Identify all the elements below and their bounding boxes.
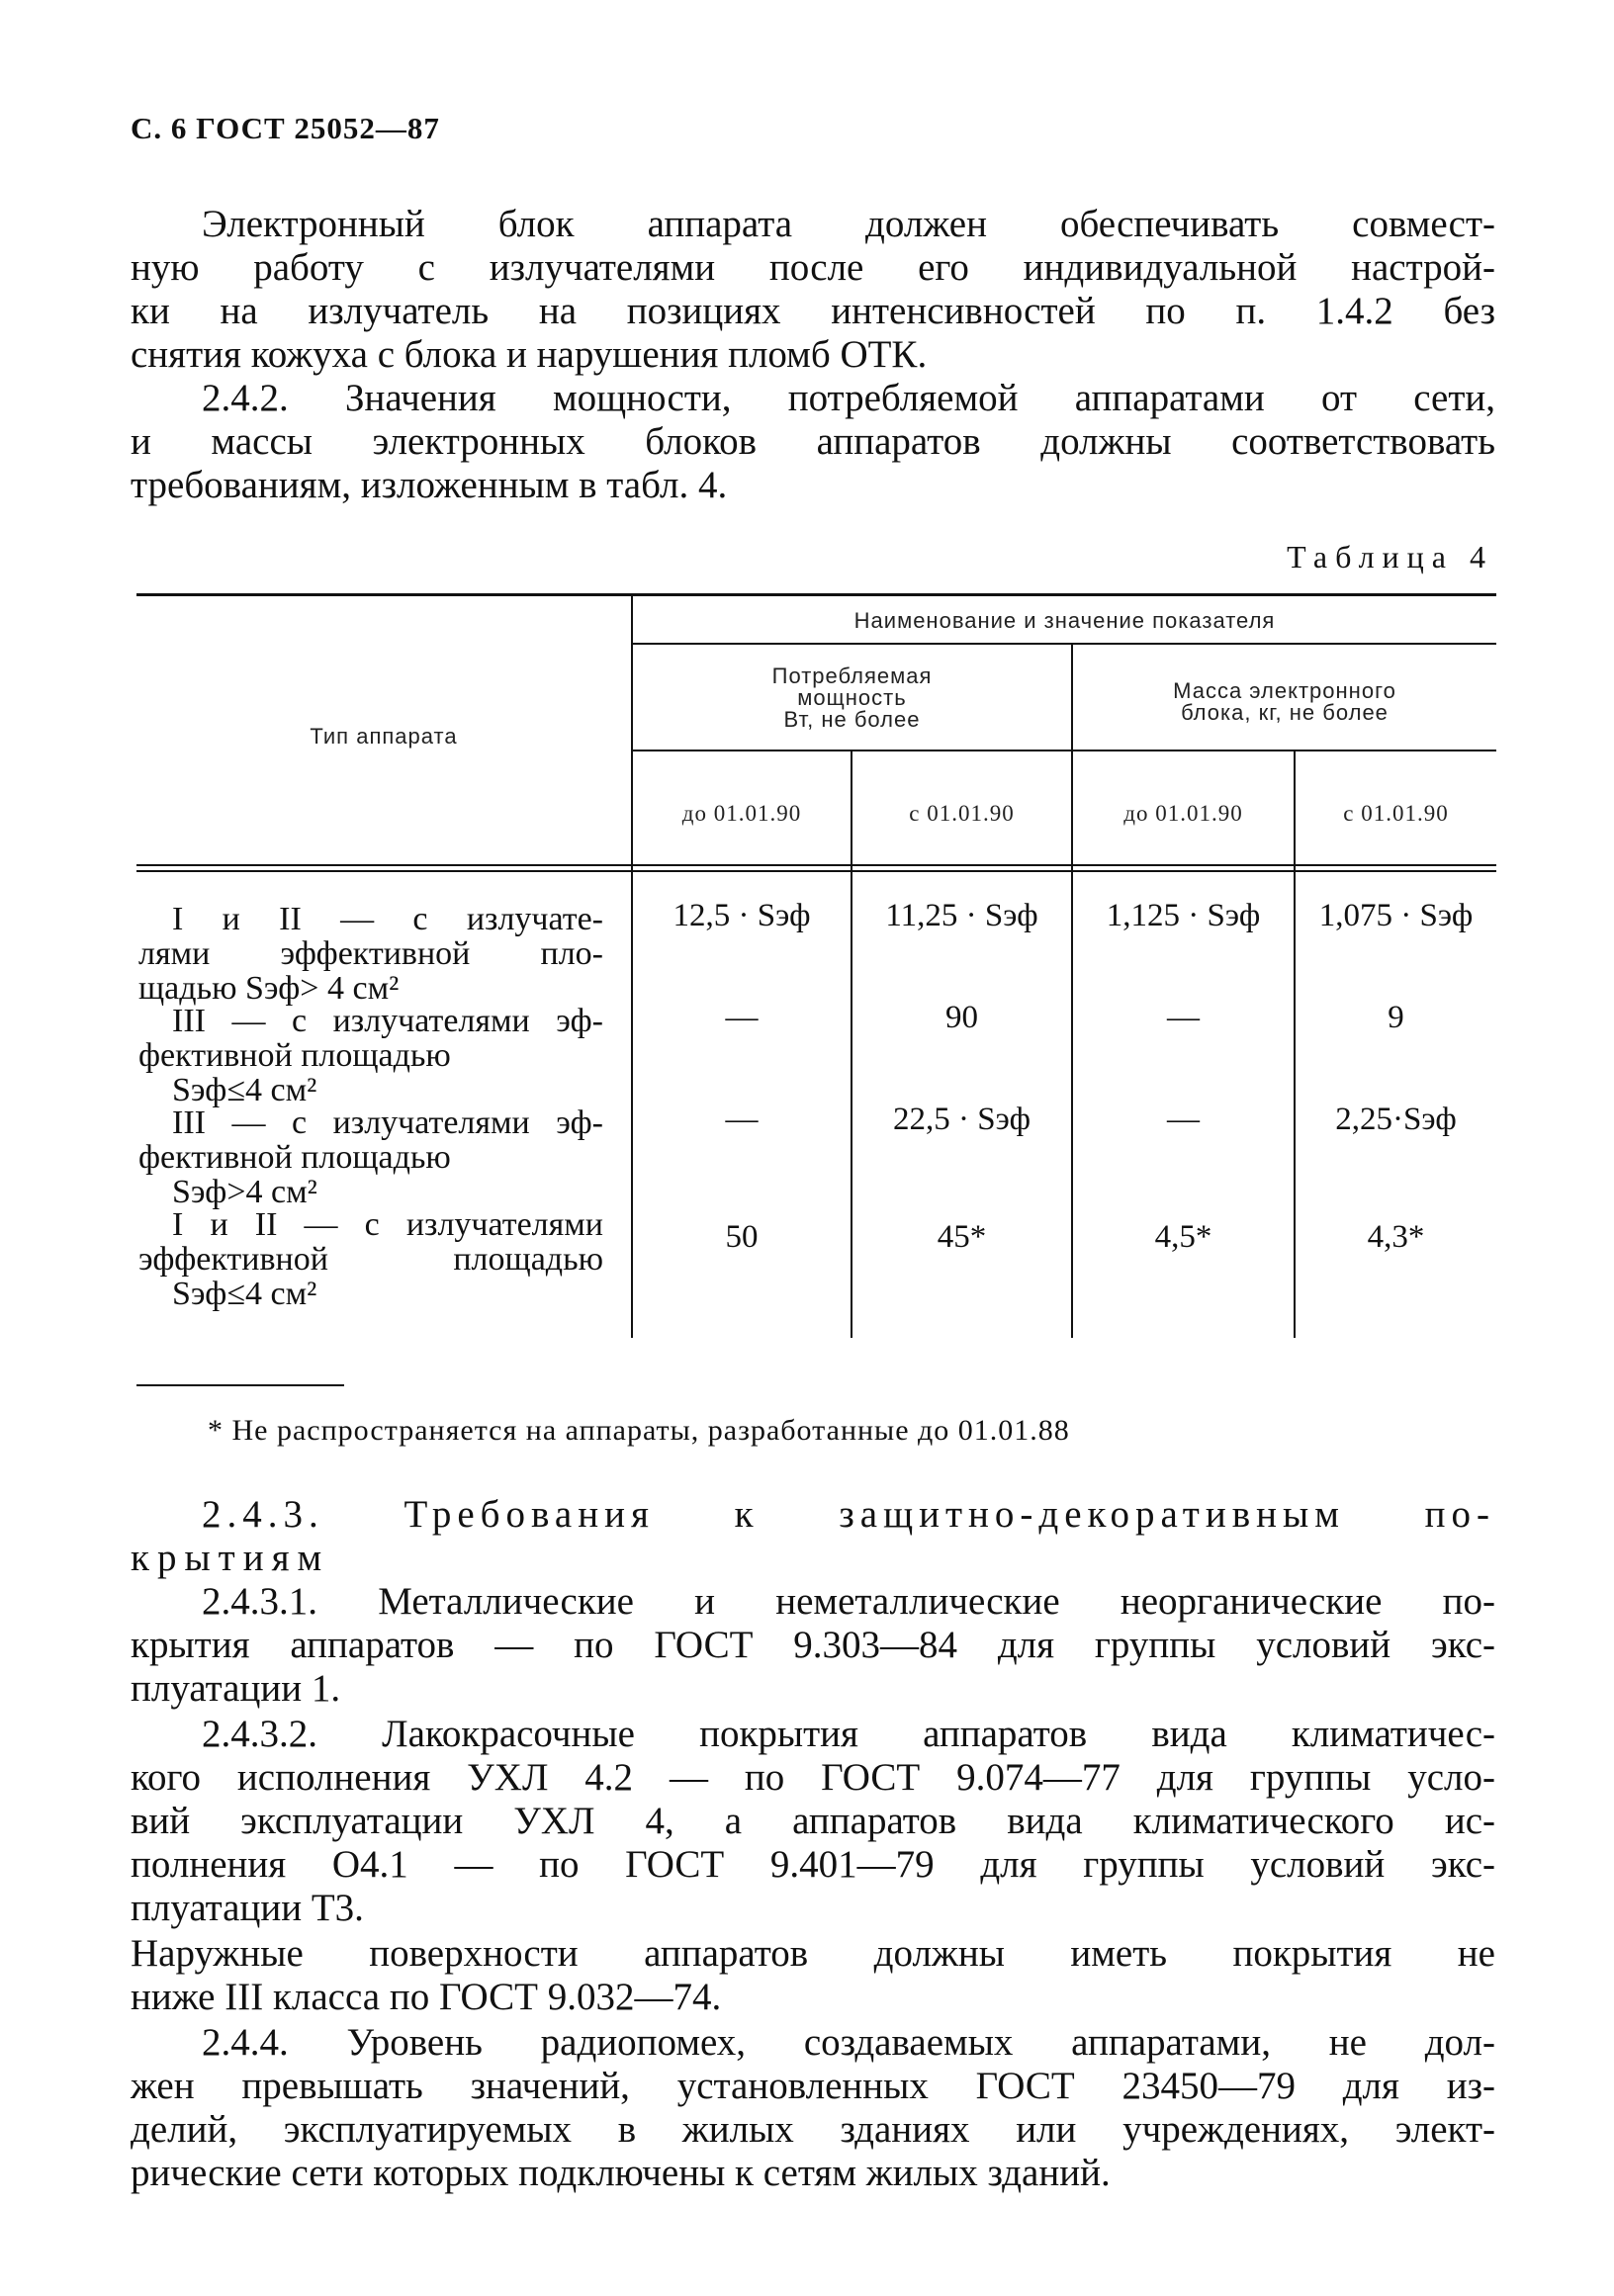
row-label-line: лями эффективной пло- bbox=[138, 935, 603, 972]
row-label-line: I и II — с излучате- bbox=[172, 901, 603, 937]
col-header-mass-before: до 01.01.90 bbox=[1123, 801, 1243, 826]
col-header-mass-after: с 01.01.90 bbox=[1343, 801, 1449, 826]
table-cell: 45* bbox=[937, 1219, 987, 1255]
header-line: блока, кг, не более bbox=[1181, 700, 1389, 725]
col-header-power-before: до 01.01.90 bbox=[681, 801, 802, 826]
table-cell: 1,075 · Sэф bbox=[1318, 898, 1474, 933]
row-label-line: щадью Sэф> 4 см² bbox=[138, 970, 400, 1007]
subheader-rule bbox=[633, 750, 1496, 751]
header-line: Потребляемая bbox=[771, 663, 933, 688]
text-line: снятия кожуха с блока и нарушения пломб ОТК. bbox=[131, 333, 928, 376]
text-line: требованиям, изложенным в табл. 4. bbox=[131, 464, 728, 506]
row-label bbox=[138, 1207, 603, 1311]
text-line: 2.4.2. Значения мощности, потребляемой аппаратами от сети, bbox=[202, 377, 1495, 419]
text-line: ную работу с излучателями после его индивидуальной настрой- bbox=[131, 246, 1495, 289]
row-label-line: Sэф≤4 см² bbox=[172, 1072, 317, 1108]
row-label bbox=[138, 902, 603, 1006]
row-label-line: III — с излучателями эф- bbox=[172, 1003, 603, 1039]
text-line: полнения О4.1 — по ГОСТ 9.401—79 для группы условий экс- bbox=[131, 1843, 1495, 1886]
section-heading-line: 2.4.3. Требования к защитно-декоративным по- bbox=[202, 1493, 1495, 1536]
table-cell: 4,5* bbox=[1154, 1219, 1212, 1255]
text-line: крытия аппаратов — по ГОСТ 9.303—84 для группы условий экс- bbox=[131, 1624, 1495, 1666]
text-line: 2.4.3.1. Металлические и неметаллические неорганические по- bbox=[202, 1580, 1495, 1623]
table-cell: 4,3* bbox=[1367, 1219, 1425, 1255]
row-label-line: эффективной площадью bbox=[138, 1241, 603, 1278]
text-line: рические сети которых подключены к сетям жилых зданий. bbox=[131, 2152, 1111, 2194]
table-top-rule bbox=[136, 593, 1496, 596]
row-label-line: Sэф>4 см² bbox=[172, 1174, 317, 1210]
table-cell: 11,25 · Sэф bbox=[885, 898, 1038, 933]
table-cell: 90 bbox=[945, 1000, 978, 1035]
text-line: плуатации Т3. bbox=[131, 1887, 364, 1929]
col-header-power-after: с 01.01.90 bbox=[909, 801, 1015, 826]
row-label-line: фективной площадью bbox=[138, 1037, 451, 1074]
group-header-rule bbox=[633, 643, 1496, 645]
row-label-line: Sэф≤4 см² bbox=[172, 1276, 317, 1312]
section-heading-line: крытиям bbox=[131, 1537, 330, 1579]
text-line: ки на излучатель на позициях интенсивностей по п. 1.4.2 без bbox=[131, 290, 1495, 332]
header-bottom-rule-1 bbox=[136, 864, 1496, 866]
text-line: делий, эксплуатируемых в жилых зданиях или учреждениях, элект- bbox=[131, 2108, 1495, 2151]
text-line: вий эксплуатации УХЛ 4, а аппаратов вида климатического ис- bbox=[131, 1800, 1495, 1842]
text-line: Электронный блок аппарата должен обеспечивать совмест- bbox=[202, 203, 1495, 245]
row-label-line: фективной площадью bbox=[138, 1139, 451, 1176]
col-header-group: Наименование и значение показателя bbox=[853, 608, 1276, 633]
table-cell: — bbox=[1167, 1102, 1200, 1137]
col-header-type: Тип аппарата bbox=[310, 724, 458, 749]
table-cell: — bbox=[725, 1102, 759, 1137]
table-footnote: * Не распространяется на аппараты, разработанные до 01.01.88 bbox=[208, 1414, 1070, 1447]
row-label bbox=[138, 1105, 603, 1209]
table-cell: 22,5 · Sэф bbox=[893, 1102, 1031, 1137]
table-cell: 9 bbox=[1388, 1000, 1404, 1035]
text-line: Наружные поверхности аппаратов должны иметь покрытия не bbox=[131, 1932, 1495, 1975]
text-line: ниже III класса по ГОСТ 9.032—74. bbox=[131, 1976, 722, 2018]
header-bottom-rule-2 bbox=[136, 870, 1496, 872]
row-label-line: I и II — с излучателями bbox=[172, 1206, 603, 1243]
text-line: и массы электронных блоков аппаратов должны соответствовать bbox=[131, 420, 1495, 463]
row-label bbox=[138, 1004, 603, 1107]
table-cell: 2,25·Sэф bbox=[1335, 1102, 1457, 1137]
table-caption: Таблица 4 bbox=[1287, 539, 1493, 574]
text-line: кого исполнения УХЛ 4.2 — по ГОСТ 9.074—77 для группы усло- bbox=[131, 1756, 1495, 1799]
table-cell: — bbox=[1167, 1000, 1200, 1035]
col-header-power bbox=[633, 665, 1071, 731]
col-header-mass bbox=[1073, 680, 1496, 724]
text-line: 2.4.3.2. Лакокрасочные покрытия аппаратов вида климатичес- bbox=[202, 1713, 1495, 1755]
table-cell: 1,125 · Sэф bbox=[1106, 898, 1261, 933]
row-label-line: III — с излучателями эф- bbox=[172, 1104, 603, 1141]
header-line: Масса электронного bbox=[1173, 678, 1396, 703]
text-line: 2.4.4. Уровень радиопомех, создаваемых аппаратами, не дол- bbox=[202, 2021, 1495, 2064]
table-cell: 50 bbox=[725, 1219, 759, 1255]
page-header: С. 6 ГОСТ 25052—87 bbox=[131, 111, 440, 145]
table-cell: — bbox=[725, 1000, 759, 1035]
text-line: жен превышать значений, установленных ГОСТ 23450—79 для из- bbox=[131, 2065, 1495, 2107]
text-line: плуатации 1. bbox=[131, 1667, 341, 1710]
header-line: Вт, не более bbox=[783, 707, 921, 732]
footnote-rule bbox=[136, 1384, 344, 1386]
header-line: мощность bbox=[797, 685, 907, 710]
table-cell: 12,5 · Sэф bbox=[672, 898, 811, 933]
